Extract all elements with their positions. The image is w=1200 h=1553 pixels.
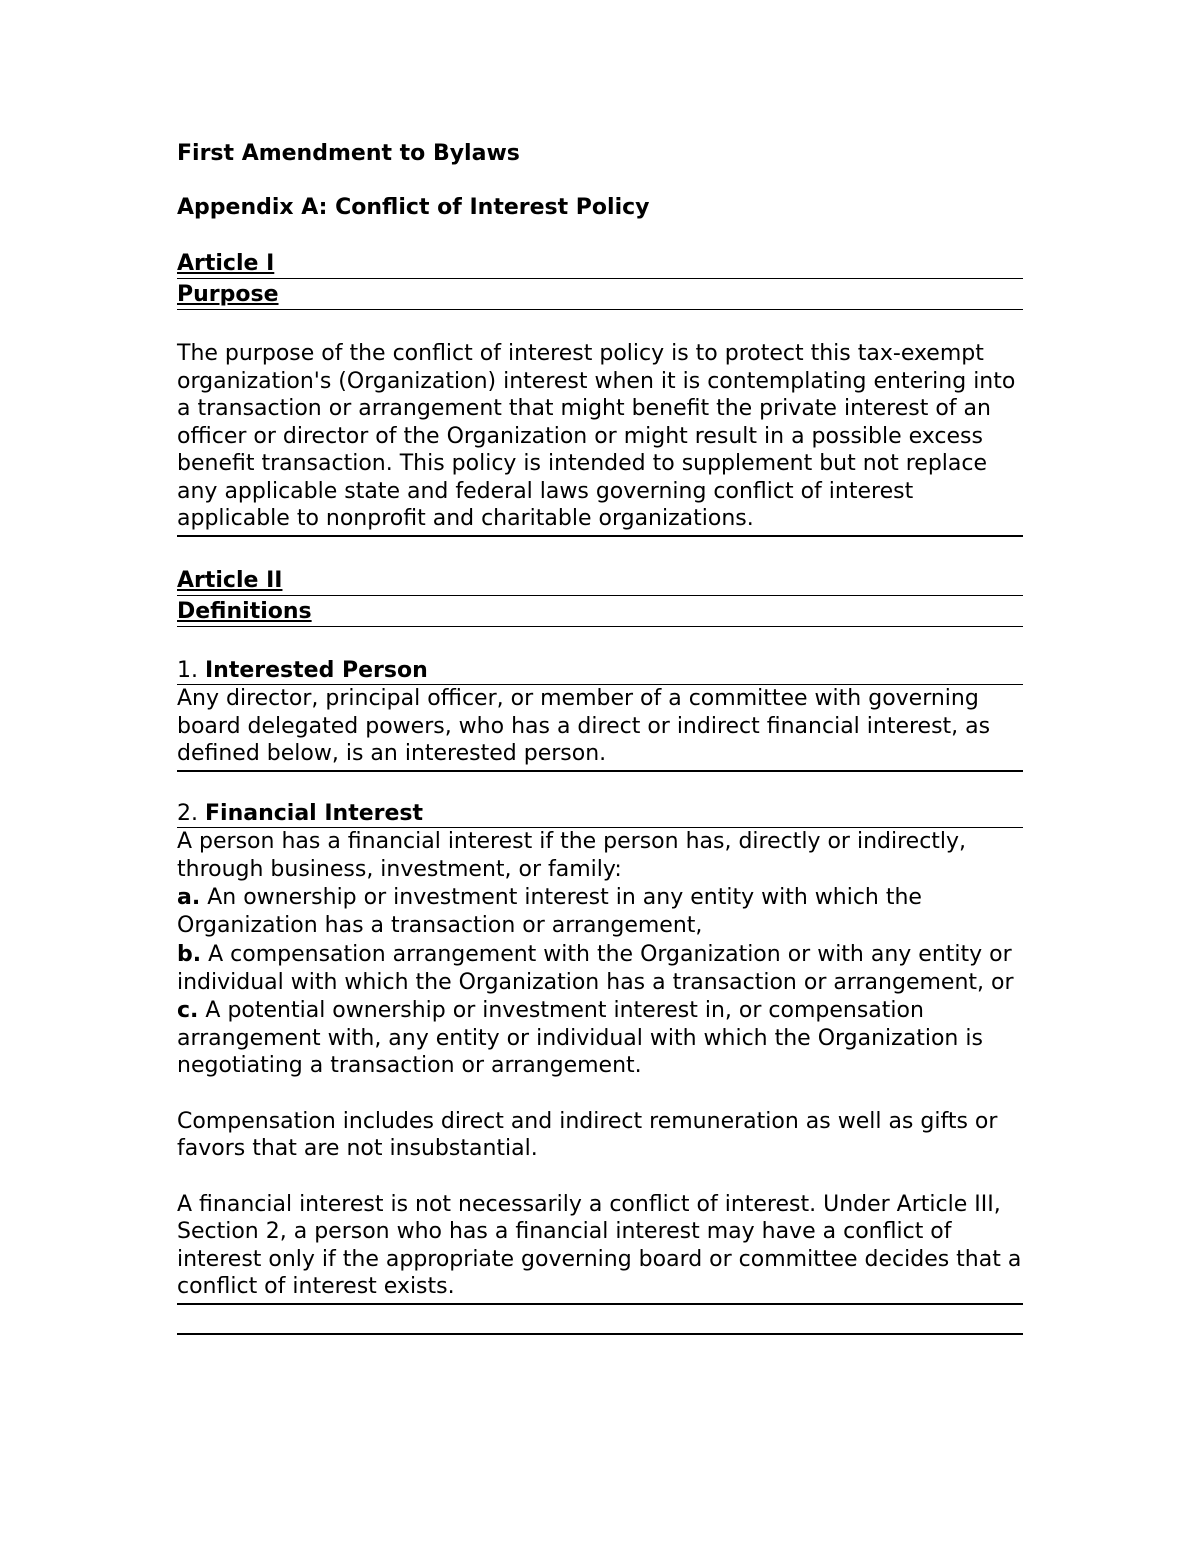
- definition-1-body-block: [177, 685, 1023, 772]
- definition-2-number: 2.: [177, 800, 198, 826]
- definition-2-intro: A person has a financial interest if the person has, directly or indirectly, through business, investment, or family:: [177, 829, 967, 882]
- article-1: [177, 250, 1023, 537]
- definition-2-term: Financial Interest: [205, 800, 424, 826]
- compensation-paragraph: Compensation includes direct and indirect remuneration as well as gifts or favors that are not insubstantial.: [177, 1108, 998, 1161]
- article-1-body: The purpose of the conflict of interest policy is to protect this tax-exempt organization's (Organization) interest when it is contemplating entering into a transaction or arrangement that might benefit the private interest of an officer or director of the Organization or might result in a possible excess benefit transaction. This policy is intended to supplement but not replace any applicable state and federal laws governing conflict of interest applicable to nonprofit and charitable organizations.: [177, 341, 1016, 531]
- definition-2-item: [177, 997, 1023, 1080]
- item-text: An ownership or investment interest in any entity with which the Organization has a transaction or arrangement,: [177, 885, 922, 938]
- article-2-heading-row: [177, 596, 1023, 627]
- definition-1-term: Interested Person: [205, 657, 428, 683]
- definition-1-body: Any director, principal officer, or member of a committee with governing board delegated powers, who has a direct or indirect financial interest, as defined below, is an interested person.: [177, 686, 991, 766]
- item-letter: a.: [177, 885, 201, 910]
- article-1-label: Article I: [177, 251, 275, 276]
- article-2-label: Article II: [177, 567, 283, 593]
- definition-1: [177, 657, 1023, 772]
- definition-2-body-block: [177, 828, 1023, 1305]
- closing-rule: [177, 1305, 1023, 1335]
- article-2-label-row: [177, 567, 1023, 596]
- document-page: [177, 140, 1023, 1335]
- article-2: [177, 567, 1023, 1335]
- definition-2: [177, 800, 1023, 1335]
- financial-interest-note: A financial interest is not necessarily a conflict of interest. Under Article III, Section 2, a person who has a financial interest may have a conflict of interest only if the appropriate governing board or committee decides that a conflict of interest exists.: [177, 1191, 1022, 1299]
- item-letter: c.: [177, 998, 199, 1023]
- article-1-body-block: [177, 310, 1023, 537]
- article-1-heading-row: [177, 279, 1023, 310]
- item-letter: b.: [177, 942, 202, 967]
- definition-1-number: 1.: [177, 657, 198, 683]
- document-title: First Amendment to Bylaws: [177, 141, 520, 166]
- appendix-title: Appendix A: Conflict of Interest Policy: [177, 195, 650, 220]
- article-1-heading: Purpose: [177, 282, 279, 307]
- item-text: A potential ownership or investment interest in, or compensation arrangement with, any entity or individual with which the Organization is negotiating a transaction or arrangement.: [177, 998, 983, 1078]
- item-text: A compensation arrangement with the Organization or with any entity or individual with which the Organization has a transaction or arrangement, or: [177, 942, 1014, 995]
- definition-1-title-row: [177, 657, 1023, 686]
- article-2-heading: Definitions: [177, 598, 312, 624]
- definition-2-item: [177, 941, 1023, 996]
- definition-2-item: [177, 884, 1023, 939]
- article-1-label-row: [177, 250, 1023, 279]
- definition-2-title-row: [177, 800, 1023, 829]
